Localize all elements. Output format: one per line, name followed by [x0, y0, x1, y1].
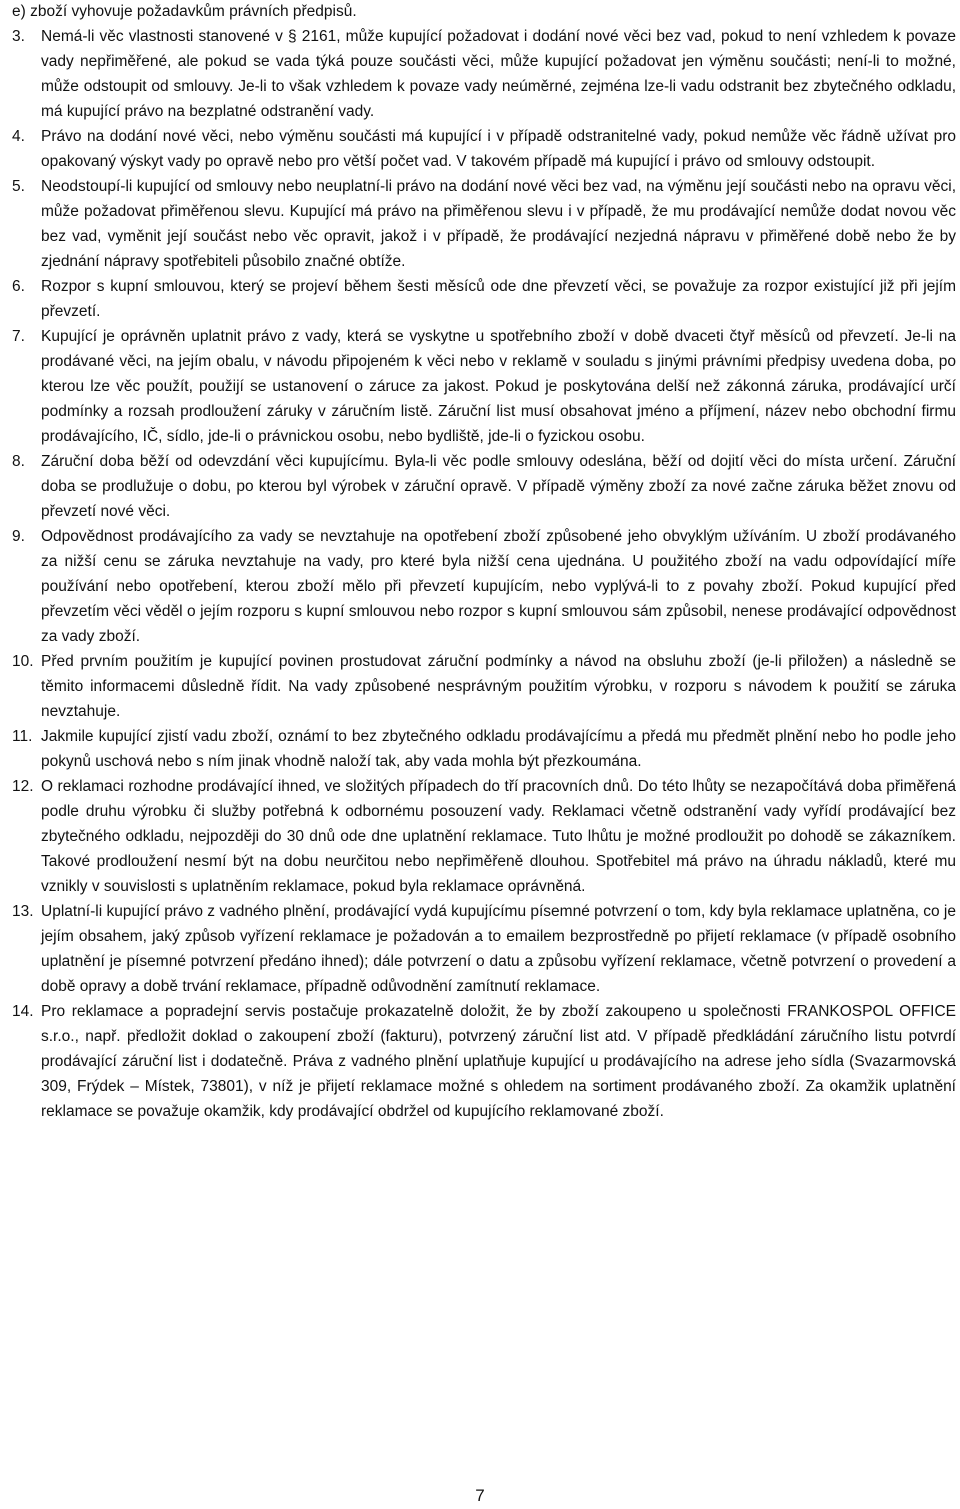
- clause-14: [12, 999, 956, 1124]
- clause-text: Nemá-li věc vlastnosti stanovené v § 2161, může kupující požadovat i dodání nové věci bez vad, pokud to není vzhledem k povaze vady nepřiměřené, ale pokud se vada týká pouze součásti věci, může kupující požadovat jen výměnu součásti; není-li to možné, může odstoupit od smlouvy. Je-li to však vzhledem k povaze vady neúměrné, zejména lze-li vadu odstranit bez zbytečného odkladu, má kupující právo na bezplatné odstranění vady.: [41, 28, 956, 120]
- clause-number: 9.: [12, 528, 25, 545]
- clause-text: Rozpor s kupní smlouvou, který se projeví během šesti měsíců ode dne převzetí věci, se považuje za rozpor existující již při jejím převzetí.: [41, 278, 956, 320]
- clause-number: 10.: [12, 653, 34, 670]
- clause-10: [12, 649, 956, 724]
- clause-text: Jakmile kupující zjistí vadu zboží, oznámí to bez zbytečného odkladu prodávajícímu a předá mu předmět plnění nebo ho podle jeho pokynů uschová nebo s ním jinak vhodně naloží tak, aby vada mohla být přezkoumána.: [41, 728, 956, 770]
- clause-list: [12, 24, 956, 1124]
- clause-text: Právo na dodání nové věci, nebo výměnu součásti má kupující i v případě odstranitelné vady, pokud nemůže věc řádně užívat pro opakovaný výskyt vady po opravě nebo pro větší počet vad. V takovém případě má kupující i právo od smlouvy odstoupit.: [41, 128, 956, 170]
- document-body: [12, 0, 956, 1124]
- clause-number: 4.: [12, 128, 25, 145]
- clause-text: Uplatní-li kupující právo z vadného plnění, prodávající vydá kupujícímu písemné potvrzení o tom, kdy byla reklamace uplatněna, co je jejím obsahem, jaký způsob vyřízení reklamace je požadován a to emailem bezprostředně po přijetí reklamace (v případě osobního uplatnění je písemné potvrzení předáno ihned); dále potvrzení o datu a způsobu vyřízení reklamace, včetně potvrzení o provedení a době opravy a době trvání reklamace, případně odůvodnění zamítnutí reklamace.: [41, 903, 956, 995]
- clause-13: [12, 899, 956, 999]
- clause-12: [12, 774, 956, 899]
- clause-text: Odpovědnost prodávajícího za vady se nevztahuje na opotřebení zboží způsobené jeho obvyklým užíváním. U zboží prodávaného za nižší cenu se záruka nevztahuje na vady, pro které byla nižší cena ujednána. U použitého zboží na vadu odpovídající míře používání nebo opotřebení, kterou zboží mělo při převzetí kupujícím, nebo vyplývá-li to z povahy zboží. Pokud kupující před převzetím věci věděl o jejím rozporu s kupní smlouvou nebo rozpor s kupní smlouvou sám způsobil, nenese prodávající odpovědnost za vady zboží.: [41, 528, 956, 645]
- clause-text: Záruční doba běží od odevzdání věci kupujícímu. Byla-li věc podle smlouvy odeslána, běží od dojití věci do místa určení. Záruční doba se prodlužuje o dobu, po kterou byl výrobek v záruční opravě. V případě výměny zboží za nové začne záruka běžet znovu od převzetí nové věci.: [41, 453, 956, 520]
- clause-8: [12, 449, 956, 524]
- intro-line: e) zboží vyhovuje požadavkům právních předpisů.: [12, 3, 357, 20]
- clause-text: Kupující je oprávněn uplatnit právo z vady, která se vyskytne u spotřebního zboží v době dvaceti čtyř měsíců od převzetí. Je-li na prodávané věci, na jejím obalu, v návodu připojeném k věci nebo v reklamě v souladu s jinými právními předpisy uvedena doba, po kterou lze věc použít, použijí se ustanovení o záruce za jakost. Pokud je poskytována delší než zákonná záruka, prodávající určí podmínky a rozsah prodloužení záruky v záručním listě. Záruční list musí obsahovat jméno a příjmení, název nebo obchodní firmu prodávajícího, IČ, sídlo, jde-li o právnickou osobu, nebo bydliště, jde-li o fyzickou osobu.: [41, 328, 956, 445]
- clause-number: 3.: [12, 28, 25, 45]
- clause-text: Neodstoupí-li kupující od smlouvy nebo neuplatní-li právo na dodání nové věci bez vad, na výměnu její součásti nebo na opravu věci, může požadovat přiměřenou slevu. Kupující má právo na přiměřenou slevu i v případě, že mu prodávající nemůže dodat novou věc bez vad, vyměnit její součást nebo věc opravit, jakož i v případě, že prodávající nezjedná nápravu v přiměřené době nebo že by zjednání nápravy spotřebiteli působilo značné obtíže.: [41, 178, 956, 270]
- clause-text: O reklamaci rozhodne prodávající ihned, ve složitých případech do tří pracovních dnů. Do této lhůty se nezapočítává doba přiměřená podle druhu výrobku či služby potřebná k odbornému posouzení vady. Reklamaci včetně odstranění vady vyřídí prodávající bez zbytečného odkladu, nejpozději do 30 dnů ode dne uplatnění reklamace. Tuto lhůtu je možné prodloužit po dohodě se zákazníkem. Takové prodloužení nesmí být na dobu neurčitou nebo nepřiměřeně dlouhou. Spotřebitel má právo na úhradu nákladů, které mu vznikly v souvislosti s uplatněním reklamace, pokud byla reklamace oprávněná.: [41, 778, 956, 895]
- clause-number: 5.: [12, 178, 25, 195]
- clause-number: 8.: [12, 453, 25, 470]
- clause-number: 13.: [12, 903, 34, 920]
- clause-3: [12, 24, 956, 124]
- clause-5: [12, 174, 956, 274]
- page-number: 7: [475, 1486, 485, 1505]
- clause-11: [12, 724, 956, 774]
- clause-number: 11.: [12, 728, 33, 745]
- clause-4: [12, 124, 956, 174]
- clause-text: Před prvním použitím je kupující povinen prostudovat záruční podmínky a návod na obsluhu zboží (je-li přiložen) a následně se těmito informacemi důsledně řídit. Na vady způsobené nesprávným použitím výrobku, v rozporu s návodem k použití se záruka nevztahuje.: [41, 653, 956, 720]
- clause-9: [12, 524, 956, 649]
- clause-number: 7.: [12, 328, 25, 345]
- clause-7: [12, 324, 956, 449]
- clause-number: 14.: [12, 1003, 34, 1020]
- clause-number: 6.: [12, 278, 25, 295]
- clause-6: [12, 274, 956, 324]
- clause-number: 12.: [12, 778, 34, 795]
- clause-text: Pro reklamace a popradejní servis postačuje prokazatelně doložit, že by zboží zakoupeno u společnosti FRANKOSPOL OFFICE s.r.o., např. předložit doklad o zakoupení zboží (fakturu), potvrzený záruční list atd. V případě předkládání záručního listu potvrdí prodávající záruční list i dodatečně. Práva z vadného plnění uplatňuje kupující u prodávajícího na adrese jeho sídla (Svazarmovská 309, Frýdek – Místek, 73801), v níž je přijetí reklamace možné s ohledem na sortiment prodávaného zboží. Za okamžik uplatnění reklamace se považuje okamžik, kdy prodávající obdržel od kupujícího reklamované zboží.: [41, 1003, 956, 1120]
